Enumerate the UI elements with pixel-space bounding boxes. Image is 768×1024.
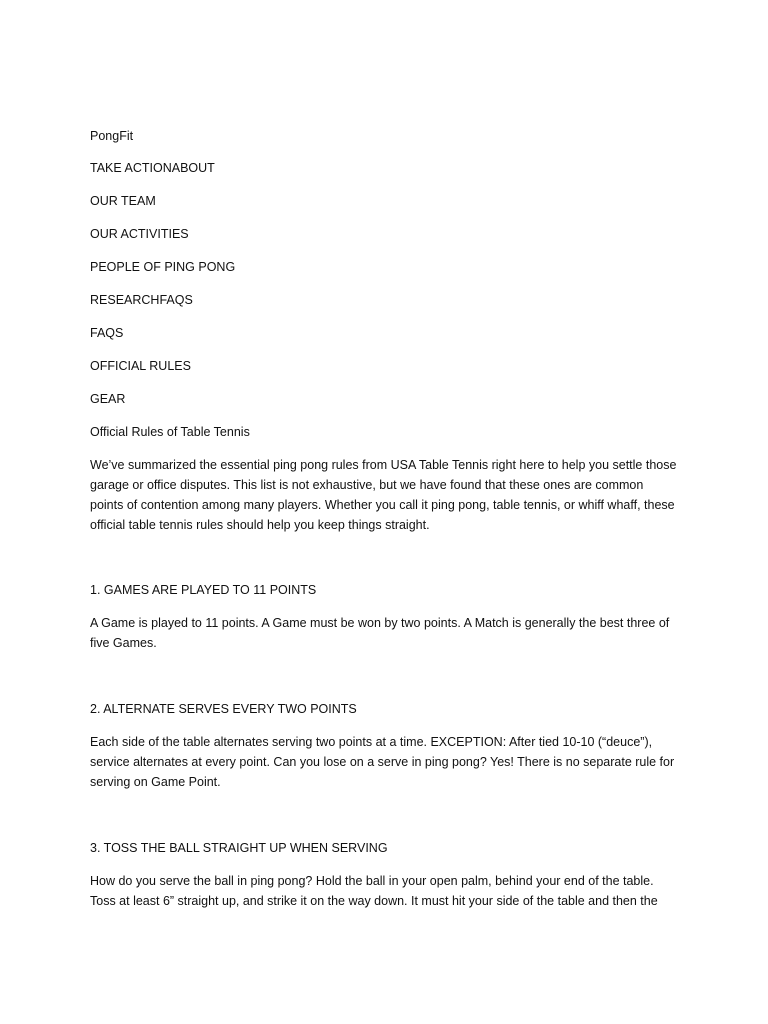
rule-heading: 2. ALTERNATE SERVES EVERY TWO POINTS <box>90 702 357 716</box>
site-title: PongFit <box>90 129 134 143</box>
menu-item-official-rules: OFFICIAL RULES <box>90 359 191 373</box>
menu-item-research-faqs: RESEARCHFAQS <box>90 293 193 307</box>
rule-heading: 1. GAMES ARE PLAYED TO 11 POINTS <box>90 583 317 597</box>
article-title: Official Rules of Table Tennis <box>90 425 250 439</box>
menu-item-people-of-ping-pong: PEOPLE OF PING PONG <box>90 260 236 274</box>
article-intro: We’ve summarized the essential ping pong rules from USA Table Tennis right here to help you settle those garage or office disputes. This list is not exhaustive, but we have found that these ones are common points of contention among many players. Whether you call it ping pong, table tennis, or whiff whaff, these official table tennis rules should help you keep things straight. <box>90 458 677 532</box>
menu-item-gear: GEAR <box>90 392 126 406</box>
menu-item-our-activities: OUR ACTIVITIES <box>90 227 189 241</box>
menu-item-faqs: FAQS <box>90 326 124 340</box>
rule-body: A Game is played to 11 points. A Game must be won by two points. A Match is generally the best three of five Games. <box>90 616 670 650</box>
rule-body: Each side of the table alternates serving two points at a time. EXCEPTION: After tied 10-10 (“deuce”), service alternates at every point. Can you lose on a serve in ping pong? Yes! There is no separate rule for serving on Game Point. <box>90 735 675 789</box>
menu-item-take-action-about: TAKE ACTIONABOUT <box>90 161 215 175</box>
menu-item-our-team: OUR TEAM <box>90 194 156 208</box>
rule-body: How do you serve the ball in ping pong? Hold the ball in your open palm, behind your end of the table. Toss at least 6” straight up, and strike it on the way down. It must hit your side of the table and then the <box>90 874 658 908</box>
rule-heading: 3. TOSS THE BALL STRAIGHT UP WHEN SERVING <box>90 841 388 855</box>
